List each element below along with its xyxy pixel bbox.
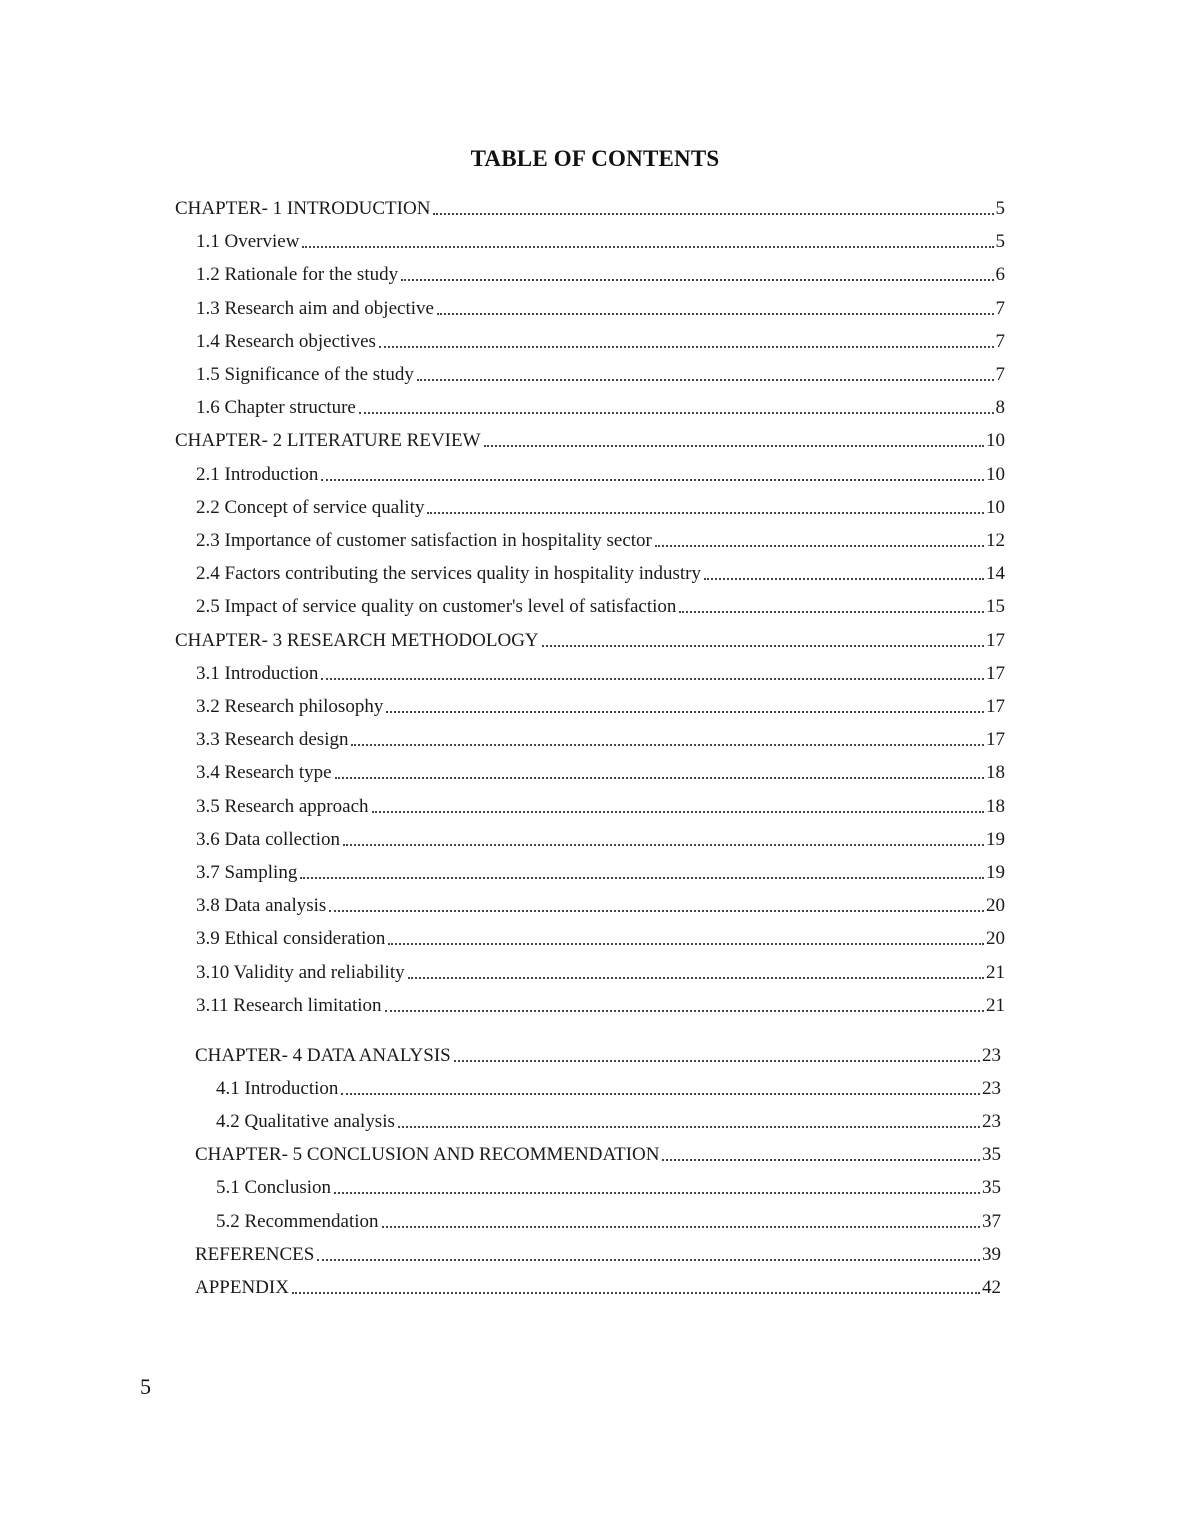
toc-section-entry[interactable] xyxy=(196,818,1005,851)
toc-chapter-entry[interactable] xyxy=(195,1034,1001,1067)
toc-section-entry[interactable] xyxy=(196,320,1005,353)
toc-entry-title: 1.4 Research objectives xyxy=(196,330,376,352)
toc-chapter-entry[interactable] xyxy=(175,419,1005,452)
toc-dot-leader xyxy=(372,811,984,813)
toc-section-entry[interactable] xyxy=(196,220,1005,253)
toc-entry-page: 15 xyxy=(986,596,1005,618)
toc-entry-page: 19 xyxy=(986,862,1005,883)
toc-entry-title: 1.6 Chapter structure xyxy=(196,397,356,419)
toc-section-entry[interactable] xyxy=(196,652,1005,685)
toc-entry-page: 21 xyxy=(986,994,1005,1016)
toc-entry-page: 10 xyxy=(986,430,1005,452)
toc-entry-title: 2.3 Importance of customer satisfaction in hospitality sector xyxy=(196,530,652,551)
toc-entry-page: 17 xyxy=(986,729,1005,751)
toc-dot-leader xyxy=(484,445,984,447)
toc-section-entry[interactable] xyxy=(196,751,1005,784)
toc-entry-page: 20 xyxy=(986,895,1005,917)
toc-entry-page: 21 xyxy=(986,961,1005,983)
toc-dot-leader xyxy=(300,877,984,879)
toc-dot-leader xyxy=(321,479,984,481)
toc-entry-page: 5 xyxy=(995,231,1005,253)
toc-entry-title: APPENDIX xyxy=(195,1276,289,1298)
toc-section-entry[interactable] xyxy=(196,951,1005,984)
toc-section-entry[interactable] xyxy=(196,253,1005,286)
toc-entry-page: 23 xyxy=(982,1045,1001,1066)
toc-entry-title: 2.5 Impact of service quality on customer's level of satisfaction xyxy=(196,596,677,618)
toc-entry-page: 17 xyxy=(986,662,1005,684)
toc-entry-page: 42 xyxy=(982,1276,1001,1298)
toc-section-entry[interactable] xyxy=(216,1166,1001,1199)
toc-entry-page: 10 xyxy=(986,463,1005,485)
toc-entry-page: 5 xyxy=(995,198,1005,219)
toc-section-entry[interactable] xyxy=(196,519,1005,552)
toc-section-entry[interactable] xyxy=(196,718,1005,751)
toc-entry-title: 2.4 Factors contributing the services quality in hospitality industry xyxy=(196,563,702,585)
toc-entry-page: 18 xyxy=(986,762,1005,784)
toc-entry-page: 23 xyxy=(982,1111,1001,1133)
toc-entry-title: 1.5 Significance of the study xyxy=(196,364,414,385)
toc-entry-page: 18 xyxy=(986,795,1005,817)
toc-dot-leader xyxy=(334,1192,980,1194)
toc-section-entry[interactable] xyxy=(196,486,1005,519)
toc-dot-leader xyxy=(679,611,984,613)
toc-entry-title: CHAPTER- 5 CONCLUSION AND RECOMMENDATION xyxy=(195,1144,660,1166)
toc-entry-page: 14 xyxy=(986,563,1005,585)
toc-dot-leader xyxy=(379,346,994,348)
toc-entry-title: 5.1 Conclusion xyxy=(216,1177,332,1199)
page-title: TABLE OF CONTENTS xyxy=(470,146,720,171)
toc-dot-leader xyxy=(427,512,984,514)
toc-entry-title: 4.2 Qualitative analysis xyxy=(216,1111,395,1133)
toc-entry-title: 4.1 Introduction xyxy=(216,1078,339,1100)
toc-dot-leader xyxy=(408,977,984,979)
toc-entry-title: REFERENCES xyxy=(195,1243,315,1265)
toc-entry-title: CHAPTER- 1 INTRODUCTION xyxy=(175,198,431,219)
toc-section-entry[interactable] xyxy=(196,884,1005,917)
toc-dot-leader xyxy=(655,545,984,547)
toc-entry-title: 3.6 Data collection xyxy=(196,828,341,850)
toc-dot-leader xyxy=(662,1159,980,1161)
toc-entry-page: 35 xyxy=(982,1144,1001,1166)
toc-dot-leader xyxy=(317,1259,980,1261)
toc-section-entry[interactable] xyxy=(196,453,1005,486)
toc-dot-leader xyxy=(401,279,993,281)
toc-section-entry[interactable] xyxy=(196,386,1005,419)
toc-entry-page: 19 xyxy=(986,828,1005,850)
toc-dot-leader xyxy=(386,711,984,713)
toc-entry-title: 3.11 Research limitation xyxy=(196,994,382,1016)
toc-entry-title: 3.2 Research philosophy xyxy=(196,696,384,717)
toc-chapter-entry[interactable] xyxy=(175,619,1005,652)
toc-dot-leader xyxy=(433,213,993,215)
toc-entry-title: 3.9 Ethical consideration xyxy=(196,928,386,950)
toc-entry-page: 12 xyxy=(986,530,1005,551)
toc-entry-title: 1.2 Rationale for the study xyxy=(196,264,399,286)
toc-section-entry[interactable] xyxy=(196,917,1005,950)
toc-entry-page: 23 xyxy=(982,1078,1001,1100)
toc-entry-page: 8 xyxy=(995,397,1005,419)
toc-dot-leader xyxy=(542,645,984,647)
toc-entry-title: 3.5 Research approach xyxy=(196,795,369,817)
toc-entry-title: CHAPTER- 3 RESEARCH METHODOLOGY xyxy=(175,629,539,651)
toc-dot-leader xyxy=(388,943,984,945)
page-number: 5 xyxy=(140,1374,151,1399)
toc-entry-title: 3.8 Data analysis xyxy=(196,895,327,917)
toc-entry-title: 2.1 Introduction xyxy=(196,463,319,485)
toc-section-entry[interactable] xyxy=(196,552,1005,585)
toc-section-entry[interactable] xyxy=(216,1100,1001,1133)
toc-dot-leader xyxy=(329,910,984,912)
toc-dot-leader xyxy=(321,678,984,680)
toc-dot-leader xyxy=(385,1010,984,1012)
toc-entry-title: 1.3 Research aim and objective xyxy=(196,297,434,319)
toc-dot-leader xyxy=(359,412,994,414)
toc-section-entry[interactable] xyxy=(196,685,1005,718)
toc-dot-leader xyxy=(343,844,984,846)
toc-dot-leader xyxy=(335,777,984,779)
toc-entry-page: 6 xyxy=(995,264,1005,286)
toc-entry-page: 39 xyxy=(982,1243,1001,1265)
toc-section-entry[interactable] xyxy=(216,1200,1001,1233)
toc-entry-page: 20 xyxy=(986,928,1005,950)
toc-entry-title: CHAPTER- 4 DATA ANALYSIS xyxy=(195,1045,451,1066)
toc-section-entry[interactable] xyxy=(196,287,1005,320)
toc-section-entry[interactable] xyxy=(196,984,1005,1017)
toc-entry-page: 35 xyxy=(982,1177,1001,1199)
toc-entry-page: 37 xyxy=(982,1210,1001,1232)
toc-section-entry[interactable] xyxy=(196,785,1005,818)
toc-section-entry[interactable] xyxy=(196,585,1005,618)
toc-entry-title: 5.2 Recommendation xyxy=(216,1210,379,1232)
toc-chapter-entry[interactable] xyxy=(195,1233,1001,1266)
toc-section-entry[interactable] xyxy=(196,851,1005,884)
toc-chapter-entry[interactable] xyxy=(195,1266,1001,1299)
toc-entry-title: CHAPTER- 2 LITERATURE REVIEW xyxy=(175,430,481,452)
toc-entry-page: 17 xyxy=(986,696,1005,717)
toc-entry-page: 7 xyxy=(995,297,1005,319)
toc-section-entry[interactable] xyxy=(216,1067,1001,1100)
toc-entry-title: 3.10 Validity and reliability xyxy=(196,961,405,983)
toc-dot-leader xyxy=(351,744,984,746)
toc-entry-page: 10 xyxy=(986,496,1005,518)
toc-dot-leader xyxy=(292,1292,980,1294)
toc-chapter-entry[interactable] xyxy=(175,187,1005,220)
toc-entry-title: 1.1 Overview xyxy=(196,231,300,253)
toc-dot-leader xyxy=(382,1226,980,1228)
toc-dot-leader xyxy=(398,1126,980,1128)
toc-dot-leader xyxy=(341,1093,980,1095)
toc-dot-leader xyxy=(417,379,994,381)
toc-entry-title: 3.4 Research type xyxy=(196,762,332,784)
toc-entry-title: 3.3 Research design xyxy=(196,729,349,751)
toc-entry-title: 3.1 Introduction xyxy=(196,662,319,684)
toc-dot-leader xyxy=(437,313,994,315)
toc-chapter-entry[interactable] xyxy=(195,1133,1001,1166)
toc-dot-leader xyxy=(704,578,984,580)
toc-section-entry[interactable] xyxy=(196,353,1005,386)
toc-dot-leader xyxy=(454,1060,980,1062)
toc-entry-title: 2.2 Concept of service quality xyxy=(196,496,425,518)
toc-entry-page: 7 xyxy=(995,364,1005,385)
toc-entry-page: 7 xyxy=(995,330,1005,352)
toc-entry-title: 3.7 Sampling xyxy=(196,862,298,883)
toc-entry-page: 17 xyxy=(986,629,1005,651)
toc-dot-leader xyxy=(302,246,993,248)
